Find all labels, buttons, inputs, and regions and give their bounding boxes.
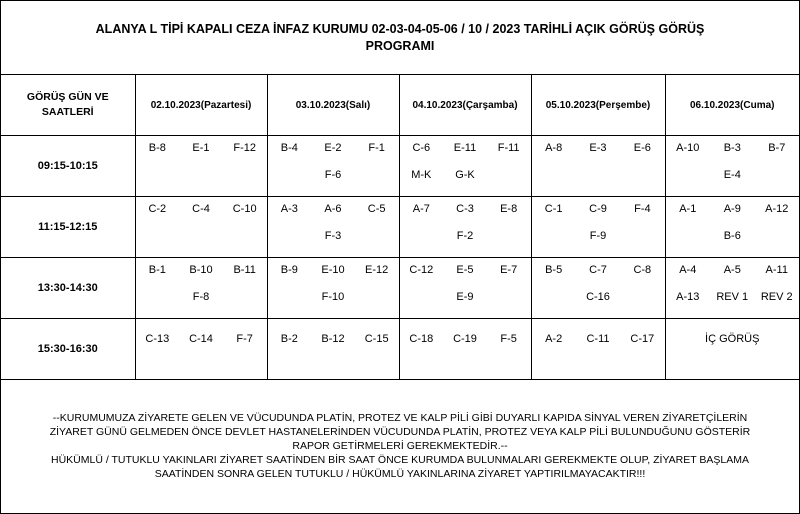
table-row [1, 258, 799, 319]
visit-schedule-table [1, 75, 799, 380]
document-title [1, 1, 799, 75]
notes-line: --KURUMUMUZA ZİYARETE GELEN VE VÜCUDUNDA PLATİN, PROTEZ VE KALP PİLİ GİBİ DUYARLI KAPIDA SİNYAL VEREN ZİYARETÇİLERİN [52, 411, 748, 424]
time-slot: 11:15-12:15 [1, 197, 135, 258]
slot-cell: A-4 A-5 A-11 A-13 REV 1 REV 2 [665, 258, 799, 319]
slot-cell: C-13 C-14 F-7 [135, 319, 267, 380]
ic-gorus-label: İÇ GÖRÜŞ [705, 333, 760, 345]
header-row [1, 75, 799, 136]
slot-cell: A-8 E-3 E-6 [531, 136, 665, 197]
header-corner: GÖRÜŞ GÜN VE SAATLERİ [1, 75, 135, 136]
header-day: 02.10.2023(Pazartesi) [135, 75, 267, 136]
slot-cell: A-2 C-11 C-17 [531, 319, 665, 380]
notes-section [1, 378, 799, 513]
slot-cell: B-4 E-2 F-1 F-6 [267, 136, 399, 197]
slot-cell: B-9 E-10 E-12 F-10 [267, 258, 399, 319]
header-day: 05.10.2023(Perşembe) [531, 75, 665, 136]
title-line-2: PROGRAMI [365, 38, 435, 53]
notes-line: HÜKÜMLÜ / TUTUKLU YAKINLARI ZİYARET SAATİNDEN BİR SAAT ÖNCE KURUMDA BULUNMALARI GEREKMEKTE OLUP, ZİYARET BAŞLAMA [50, 453, 750, 466]
table-row [1, 197, 799, 258]
table-row [1, 319, 799, 380]
time-slot: 09:15-10:15 [1, 136, 135, 197]
header-day: 04.10.2023(Çarşamba) [399, 75, 531, 136]
notes-line: RAPOR GETİRMELERİ GEREKMEKTEDİR.-- [292, 439, 508, 452]
slot-cell: B-2 B-12 C-15 [267, 319, 399, 380]
slot-cell: C-6 E-11 F-11 M-K G-K [399, 136, 531, 197]
slot-cell: C-1 C-9 F-4 F-9 [531, 197, 665, 258]
slot-cell: C-12 E-5 E-7 E-9 [399, 258, 531, 319]
slot-cell: B-1 B-10 B-11 F-8 [135, 258, 267, 319]
time-slot: 13:30-14:30 [1, 258, 135, 319]
slot-cell: B-8 E-1 F-12 [135, 136, 267, 197]
table-row [1, 136, 799, 197]
slot-cell: A-3 A-6 C-5 F-3 [267, 197, 399, 258]
header-day: 03.10.2023(Salı) [267, 75, 399, 136]
slot-cell: B-5 C-7 C-8 C-16 [531, 258, 665, 319]
slot-cell: C-2 C-4 C-10 [135, 197, 267, 258]
slot-cell-ic-gorus [665, 319, 799, 380]
notes-line: SAATİNDEN SONRA GELEN TUTUKLU / HÜKÜMLÜ YAKINLARINA ZİYARET YAPTIRILMAYACAKTIR!!! [154, 467, 646, 480]
header-day: 06.10.2023(Cuma) [665, 75, 799, 136]
time-slot: 15:30-16:30 [1, 319, 135, 380]
notes-line: ZİYARET GÜNÜ GELMEDEN ÖNCE DEVLET HASTANELERİNDEN VÜCUDUNDA PLATİN, PROTEZ VEYA KALP PİLİ BULUNDUĞUNU GÖSTERİR [49, 425, 751, 438]
slot-cell: C-18 C-19 F-5 [399, 319, 531, 380]
slot-cell: A-1 A-9 A-12 B-6 [665, 197, 799, 258]
slot-cell: A-7 C-3 E-8 F-2 [399, 197, 531, 258]
title-line-1: ALANYA L TİPİ KAPALI CEZA İNFAZ KURUMU 02-03-04-05-06 / 10 / 2023 TARİHLİ AÇIK GÖRÜŞ GÖRÜŞ [95, 21, 705, 36]
slot-cell: A-10 B-3 B-7 E-4 [665, 136, 799, 197]
